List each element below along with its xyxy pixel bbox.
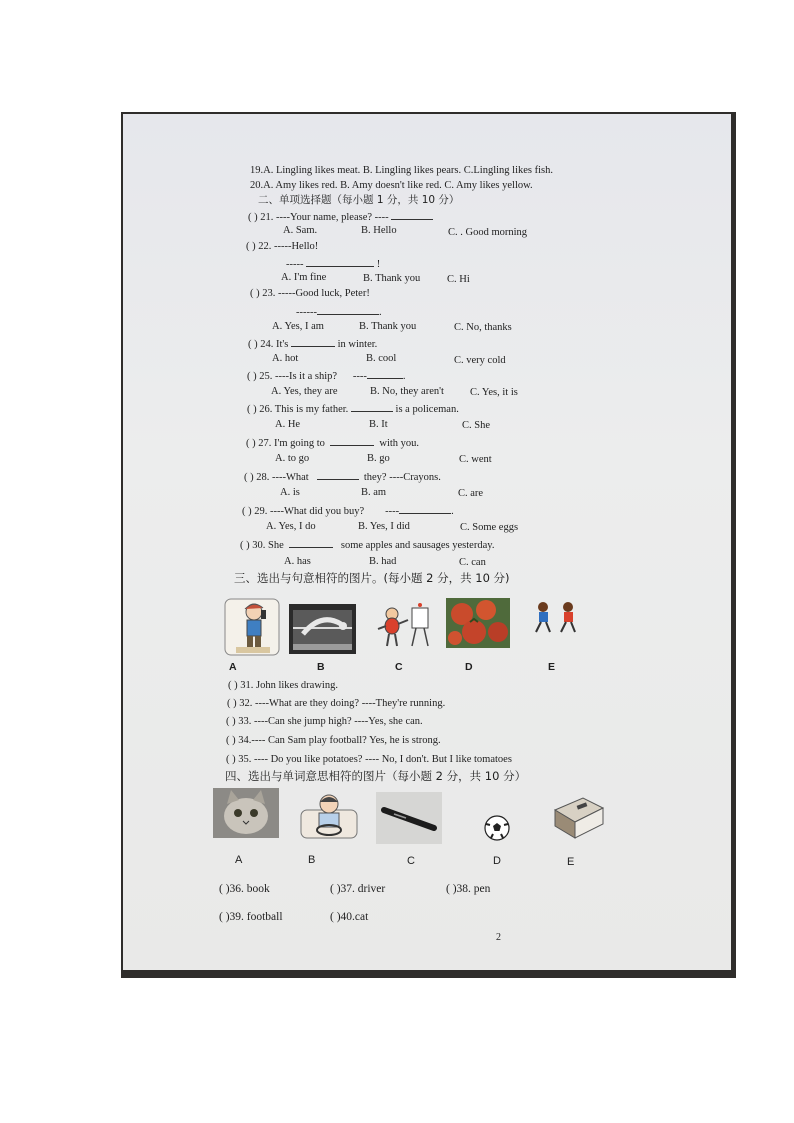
- drawing-picture: [374, 602, 436, 652]
- question-27: ( ) 27. I'm going to with you.: [246, 435, 419, 450]
- q28-option-c: C. are: [458, 488, 484, 499]
- q27-option-b: B. go: [367, 453, 390, 464]
- question-21: ( ) 21. ----Your name, please? ----: [248, 209, 433, 224]
- section-3-title: 三、选出与句意相符的图片。(每小题 2 分，共 10 分): [234, 571, 510, 585]
- q23-option-c: C. No, thanks: [454, 322, 512, 333]
- section-4-title: 四、选出与单词意思相符的图片（每小题 2 分，共 10 分）: [225, 769, 527, 783]
- question-22: ( ) 22. -----Hello!: [246, 241, 319, 252]
- sec4-label-b: B: [308, 854, 316, 866]
- q22-option-c: C. Hi: [447, 274, 470, 285]
- q24-option-c: C. very cold: [454, 355, 506, 366]
- question-29: ( ) 29. ----What did you buy? ---- .: [242, 503, 454, 518]
- q30-option-c: C. can: [459, 557, 486, 568]
- q25-option-b: B. No, they aren't: [370, 386, 444, 397]
- q22-option-b: B. Thank you: [363, 273, 421, 284]
- q28-option-b: B. am: [361, 487, 387, 498]
- q26-option-c: C. She: [462, 420, 491, 431]
- q22-line: ----- !: [286, 256, 380, 271]
- question-30: ( ) 30. She some apples and sausages yesterday.: [240, 537, 494, 552]
- q29-option-c: C. Some eggs: [460, 522, 519, 533]
- sec3-label-a: A: [229, 661, 237, 673]
- q25-option-c: C. Yes, it is: [470, 387, 518, 398]
- question-38: ( )38. pen: [446, 883, 491, 895]
- q21-option-a: A. Sam.: [283, 225, 318, 236]
- question-34: ( ) 34.---- Can Sam play football? Yes, he is strong.: [226, 735, 441, 746]
- question-24: ( ) 24. It's in winter.: [248, 336, 377, 351]
- high-jump-picture: [289, 604, 356, 654]
- q27-option-a: A. to go: [275, 453, 310, 464]
- q24-option-b: B. cool: [366, 353, 397, 364]
- boy-phone-picture: [224, 598, 280, 656]
- sec3-label-d: D: [465, 661, 473, 673]
- sec3-label-b: B: [317, 661, 325, 673]
- q21-option-c: C. . Good morning: [448, 227, 528, 238]
- q26-option-b: B. It: [369, 419, 388, 430]
- question-25: ( ) 25. ----Is it a ship? ---- .: [247, 368, 405, 383]
- q22-option-a: A. I'm fine: [281, 272, 327, 283]
- q24-option-a: A. hot: [272, 353, 299, 364]
- football-picture: [481, 814, 513, 842]
- q23-option-a: A. Yes, I am: [272, 321, 324, 332]
- question-28: ( ) 28. ----What they? ----Crayons.: [244, 469, 441, 484]
- section-2-title: 二、单项选择题（每小题 1 分，共 10 分）: [258, 194, 460, 206]
- sec3-label-e: E: [548, 661, 556, 673]
- q25-option-a: A. Yes, they are: [271, 386, 338, 397]
- question-33: ( ) 33. ----Can she jump high? ----Yes, she can.: [226, 716, 423, 727]
- question-35: ( ) 35. ---- Do you like potatoes? ---- No, I don't. But I like tomatoes: [226, 754, 512, 765]
- question-19: 19.A. Lingling likes meat. B. Lingling likes pears. C.Lingling likes fish.: [250, 165, 554, 176]
- question-20: 20.A. Amy likes red. B. Amy doesn't like red. C. Amy likes yellow.: [250, 180, 533, 191]
- sec4-label-d: D: [493, 855, 501, 867]
- running-kids-picture: [530, 600, 584, 638]
- question-37: ( )37. driver: [330, 883, 386, 895]
- sec4-label-a: A: [235, 854, 243, 866]
- q29-option-b: B. Yes, I did: [358, 521, 410, 532]
- book-picture: [549, 794, 607, 842]
- question-40: ( )40.cat: [330, 911, 369, 923]
- q23-line: ------ .: [296, 304, 382, 319]
- q27-option-c: C. went: [459, 454, 492, 465]
- question-32: ( ) 32. ----What are they doing? ----They're running.: [227, 698, 446, 709]
- exam-page: [123, 114, 731, 970]
- q29-option-a: A. Yes, I do: [266, 521, 316, 532]
- sec3-label-c: C: [395, 661, 403, 673]
- q30-option-a: A. has: [284, 556, 311, 567]
- question-36: ( )36. book: [219, 883, 270, 895]
- question-26: ( ) 26. This is my father. is a policeman.: [247, 401, 459, 416]
- tomatoes-picture: [446, 598, 510, 648]
- q26-option-a: A. He: [275, 419, 301, 430]
- pen-picture: [376, 792, 442, 844]
- question-23: ( ) 23. -----Good luck, Peter!: [250, 288, 370, 299]
- sec4-label-e: E: [567, 856, 575, 868]
- q30-option-b: B. had: [369, 556, 397, 567]
- q23-option-b: B. Thank you: [359, 321, 417, 332]
- cat-picture: [213, 788, 279, 838]
- sec4-label-c: C: [407, 855, 415, 867]
- page-number: 2: [496, 932, 501, 943]
- driver-picture: [297, 790, 361, 840]
- q21-option-b: B. Hello: [361, 225, 397, 236]
- question-39: ( )39. football: [219, 911, 283, 923]
- q28-option-a: A. is: [280, 487, 300, 498]
- question-31: ( ) 31. John likes drawing.: [228, 680, 338, 691]
